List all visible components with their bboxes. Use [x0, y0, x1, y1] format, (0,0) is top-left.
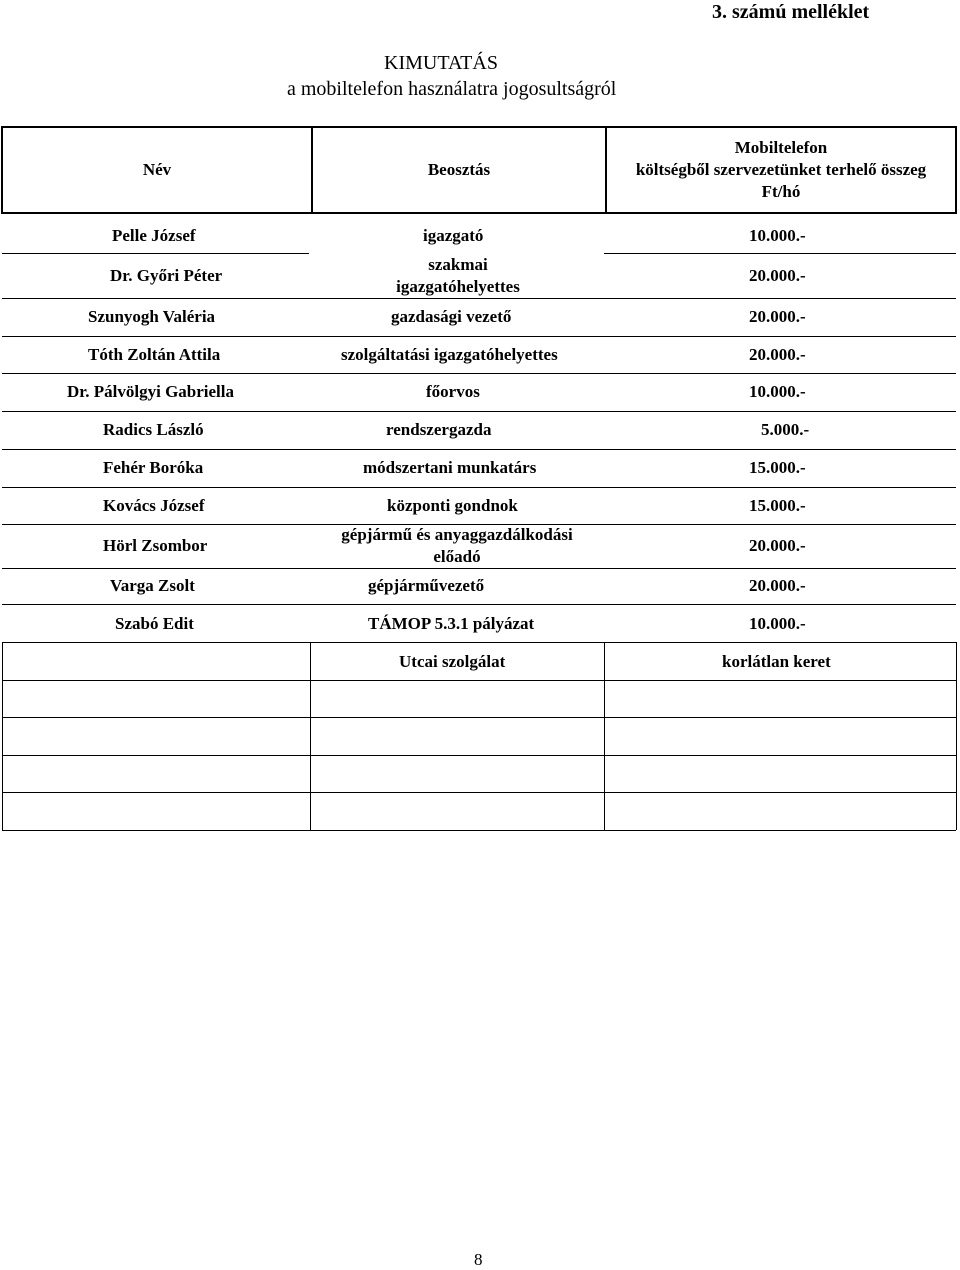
cell-position: főorvos: [426, 382, 480, 401]
cell-position: gazdasági vezető: [391, 307, 512, 326]
table-row: [0, 254, 960, 298]
cell-position: módszertani munkatárs: [363, 458, 537, 477]
table-row: [0, 492, 960, 520]
title-line-2: a mobiltelefon használatra jogosultságról: [287, 78, 617, 100]
title-line-1: KIMUTATÁS: [384, 52, 498, 74]
cell-amount: 15.000.-: [749, 496, 806, 515]
table-row: [0, 222, 960, 250]
table-row: [0, 341, 960, 369]
cell-name: Kovács József: [103, 496, 205, 515]
cell-position: gépjárművezető: [368, 576, 485, 595]
cell-amount: 20.000.-: [749, 345, 806, 364]
cell-position: szolgáltatási igazgatóhelyettes: [341, 345, 558, 364]
cell-name: Varga Zsolt: [110, 576, 195, 595]
cell-position: Utcai szolgálat: [399, 652, 506, 671]
cell-amount: 10.000.-: [749, 382, 806, 401]
table-header: [1, 126, 957, 214]
cell-amount: 20.000.-: [749, 576, 806, 595]
cell-name: Szunyogh Valéria: [88, 307, 216, 326]
cell-name: Tóth Zoltán Attila: [88, 345, 221, 364]
cell-name: Pelle József: [112, 226, 196, 245]
cell-name: Radics László: [103, 420, 204, 439]
table-row: [0, 416, 960, 444]
cell-position: szakmai igazgatóhelyettes: [396, 255, 520, 296]
table-row: [0, 572, 960, 600]
cell-amount: 20.000.-: [749, 536, 806, 555]
cell-position: igazgató: [423, 226, 484, 245]
cell-amount: 20.000.-: [749, 307, 806, 326]
cell-amount: 20.000.-: [749, 266, 806, 285]
page-number: 8: [474, 1250, 483, 1269]
cell-position: TÁMOP 5.3.1 pályázat: [368, 614, 535, 633]
table-row: [0, 648, 960, 676]
cell-name: Hörl Zsombor: [103, 536, 208, 555]
table-row: [0, 303, 960, 331]
cell-name: Dr. Pálvölgyi Gabriella: [67, 382, 235, 401]
cell-amount: 10.000.-: [749, 614, 806, 633]
annex-label: 3. számú melléklet: [712, 1, 870, 23]
header-cost-line-3: Ft/hó: [761, 182, 801, 201]
cell-amount: 15.000.-: [749, 458, 806, 477]
cell-name: Fehér Boróka: [103, 458, 204, 477]
cell-position: rendszergazda: [386, 420, 492, 439]
cell-position: központi gondnok: [387, 496, 518, 515]
header-cost-line-1: Mobiltelefon: [734, 138, 828, 157]
table-row: [0, 524, 960, 568]
cell-name: Dr. Győri Péter: [110, 266, 223, 285]
table-row: [0, 378, 960, 406]
cell-amount: 5.000.-: [761, 420, 810, 439]
header-position: Beosztás: [427, 160, 491, 179]
header-cost: [607, 128, 955, 212]
cell-position: gépjármű és anyaggazdálkodási előadó: [341, 525, 573, 566]
cell-name: Szabó Edit: [115, 614, 194, 633]
cell-amount: korlátlan keret: [722, 652, 831, 671]
cell-amount: 10.000.-: [749, 226, 806, 245]
header-cost-line-2: költségből szervezetünket terhelő összeg: [635, 160, 927, 179]
table-row: [0, 610, 960, 638]
table-row: [0, 454, 960, 482]
header-name: Név: [142, 160, 172, 179]
